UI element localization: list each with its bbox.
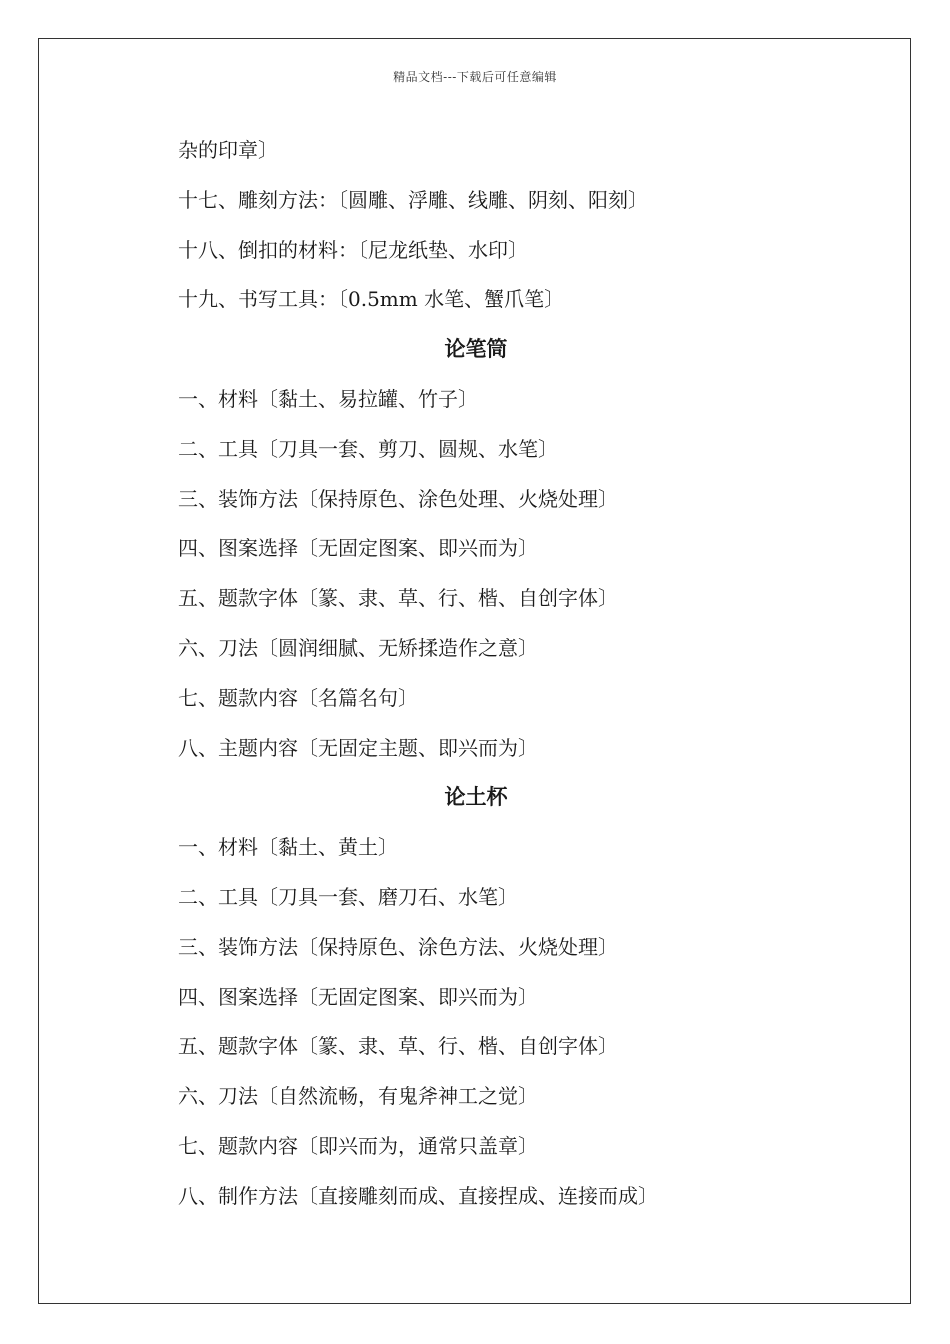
list-item: 七、题款内容〔即兴而为，通常只盖章〕: [178, 1133, 538, 1158]
list-item: 六、刀法〔自然流畅，有鬼斧神工之觉〕: [178, 1084, 538, 1109]
list-item: 三、装饰方法〔保持原色、涂色处理、火烧处理〕: [178, 486, 618, 511]
text-line: 十八、倒扣的材料：〔尼龙纸垫、水印〕: [178, 237, 528, 262]
section-title: 论笔筒: [444, 337, 508, 362]
section-title: 论土杯: [444, 785, 508, 810]
list-item: 二、工具〔刀具一套、剪刀、圆规、水笔〕: [178, 436, 558, 461]
page-header: 精品文档---下载后可任意编辑: [393, 70, 557, 84]
document-body: [178, 126, 878, 1222]
list-item: 一、材料〔黏土、易拉罐、竹子〕: [178, 386, 478, 411]
list-item: 五、题款字体〔篆、隶、草、行、楷、自创字体〕: [178, 586, 618, 611]
list-item: 二、工具〔刀具一套、磨刀石、水笔〕: [178, 884, 518, 909]
list-item: 四、图案选择〔无固定图案、即兴而为〕: [178, 984, 538, 1009]
text-line: 杂的印章〕: [178, 138, 278, 162]
list-item: 七、题款内容〔名篇名句〕: [178, 685, 418, 710]
text-line: 十七、雕刻方法：〔圆雕、浮雕、线雕、阴刻、阳刻〕: [178, 187, 648, 212]
list-item: 四、图案选择〔无固定图案、即兴而为〕: [178, 536, 538, 561]
list-item: 一、材料〔黏土、黄土〕: [178, 835, 398, 860]
list-item: 三、装饰方法〔保持原色、涂色方法、火烧处理〕: [178, 934, 618, 959]
list-item: 八、制作方法〔直接雕刻而成、直接捏成、连接而成〕: [178, 1183, 658, 1208]
list-item: 六、刀法〔圆润细腻、无矫揉造作之意〕: [178, 635, 538, 660]
list-item: 五、题款字体〔篆、隶、草、行、楷、自创字体〕: [178, 1034, 618, 1059]
text-line: 十九、书写工具：〔0.5mm 水笔、蟹爪笔〕: [178, 287, 565, 312]
list-item: 八、主题内容〔无固定主题、即兴而为〕: [178, 735, 538, 760]
